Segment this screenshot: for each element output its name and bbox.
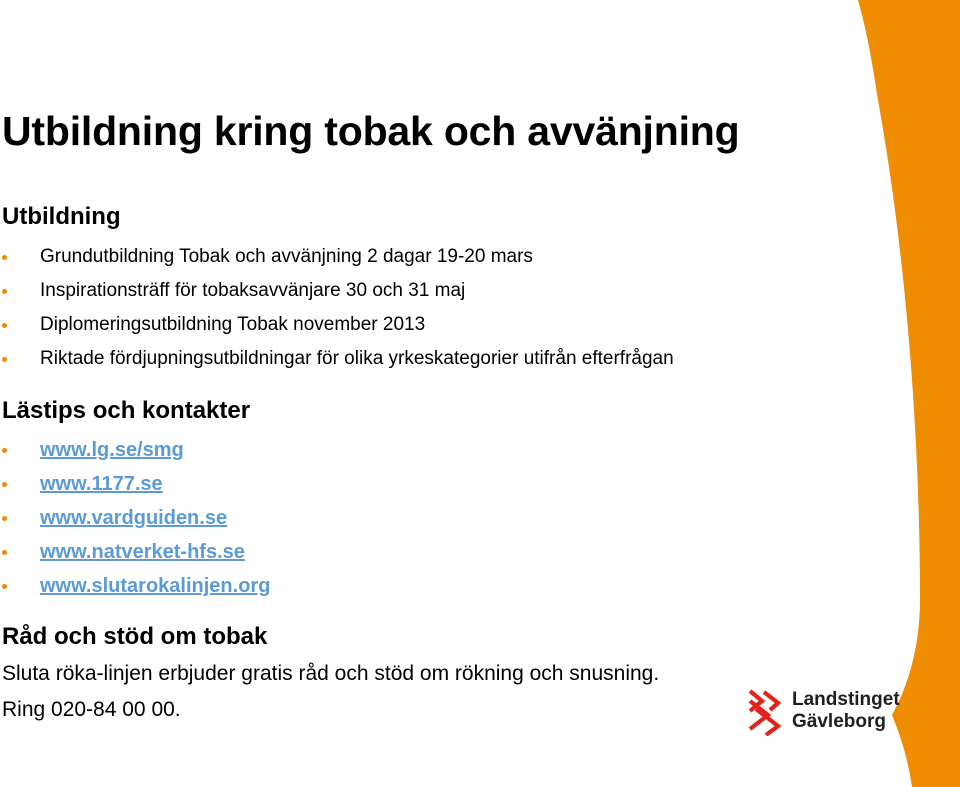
section-heading-education: Utbildning (2, 203, 121, 230)
landstinget-gavleborg-logo-mark-icon (748, 688, 784, 736)
list-item-text: Diplomeringsutbildning Tobak november 2013 (40, 314, 426, 335)
list-item (0, 501, 270, 535)
list-item-text: Grundutbildning Tobak och avvänjning 2 dagar 19-20 mars (40, 246, 533, 267)
link-slutarokalinjen[interactable]: www.slutarokalinjen.org (40, 575, 271, 597)
logo-text (792, 689, 900, 733)
logo-line-1: Landstinget (792, 689, 900, 710)
list-item (0, 308, 674, 342)
list-item (0, 569, 270, 603)
link-lg[interactable]: www.lg.se/smg (40, 439, 184, 461)
bullet-icon (2, 255, 7, 260)
list-item (0, 342, 674, 376)
list-item (0, 274, 674, 308)
logo-line-2: Gävleborg (792, 711, 886, 732)
section-heading-support: Råd och stöd om tobak (2, 623, 268, 650)
bullet-icon (2, 323, 7, 328)
list-item-text: Inspirationsträff för tobaksavvänjare 30 och 31 maj (40, 280, 466, 301)
education-list (0, 240, 674, 376)
logo (748, 688, 908, 738)
support-phone: Ring 020-84 00 00. (2, 698, 181, 721)
list-item (0, 467, 270, 501)
list-item (0, 240, 674, 274)
list-item (0, 535, 270, 569)
link-natverket[interactable]: www.natverket-hfs.se (40, 541, 245, 563)
links-list (0, 433, 270, 603)
bullet-icon (2, 516, 7, 521)
list-item (0, 433, 270, 467)
slide-title: Utbildning kring tobak och avvänjning (2, 108, 740, 154)
bullet-icon (2, 584, 7, 589)
link-vardguiden[interactable]: www.vardguiden.se (40, 507, 228, 529)
bullet-icon (2, 357, 7, 362)
bullet-icon (2, 482, 7, 487)
section-heading-reading: Lästips och kontakter (2, 397, 251, 424)
link-1177[interactable]: www.1177.se (40, 473, 163, 495)
bullet-icon (2, 550, 7, 555)
bullet-icon (2, 289, 7, 294)
list-item-text: Riktade fördjupningsutbildningar för olika yrkeskategorier utifrån efterfrågan (40, 348, 674, 369)
bullet-icon (2, 448, 7, 453)
support-text: Sluta röka-linjen erbjuder gratis råd och stöd om rökning och snusning. (2, 662, 660, 685)
